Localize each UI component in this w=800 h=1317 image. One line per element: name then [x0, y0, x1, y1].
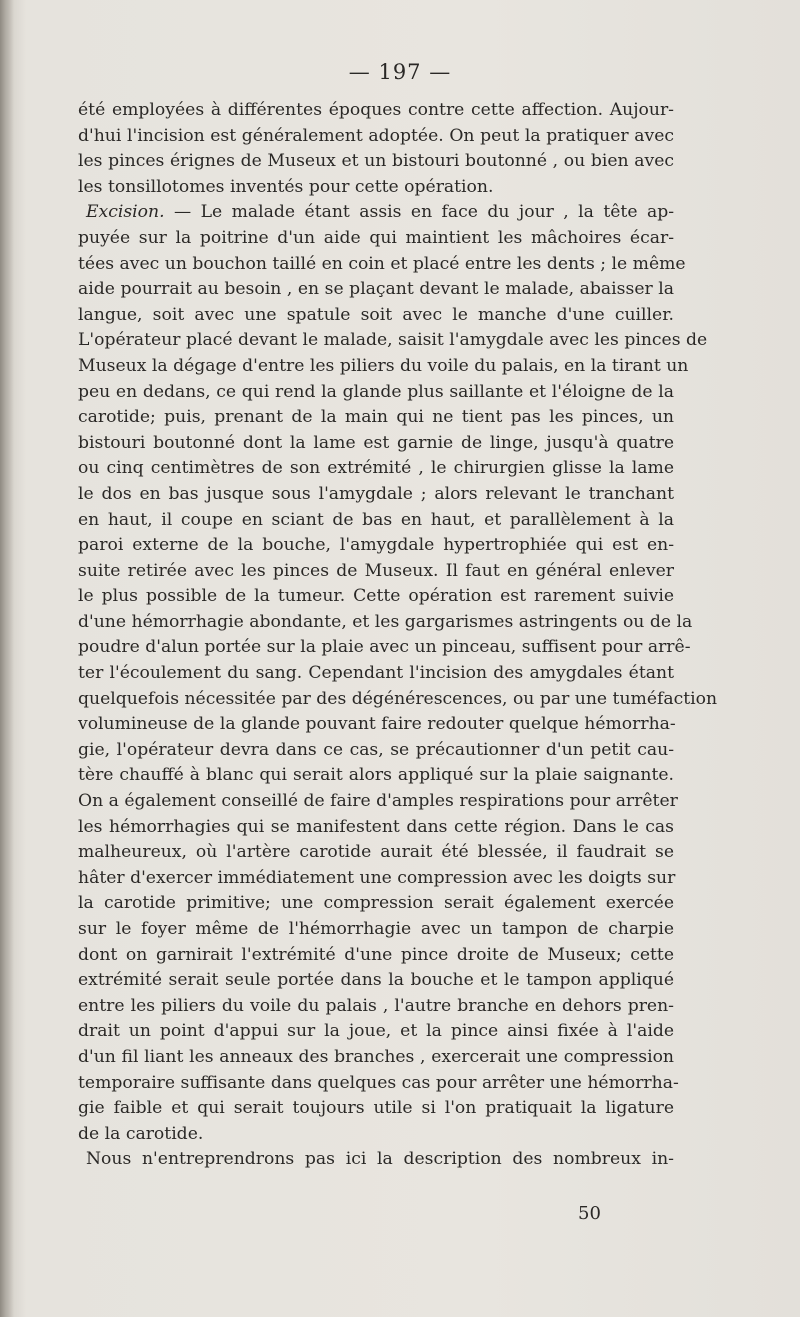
excision-heading: Excision.	[86, 202, 165, 223]
text-line: Nous n'entreprendrons pas ici la description des nombreux in-	[86, 1149, 674, 1170]
text-line: Museux la dégage d'entre les piliers du voile du palais, en la tirant un	[78, 355, 689, 376]
text-line: les tonsillotomes inventés pour cette opération.	[78, 176, 494, 197]
text-line: d'un fil liant les anneaux des branches , exercerait une compression	[78, 1046, 674, 1067]
text-line: quelquefois nécessitée par des dégénérescences, ou par une tuméfaction	[78, 688, 718, 709]
text-line: hâter d'exercer immédiatement une compression avec les doigts sur	[78, 867, 676, 888]
text-line: On a également conseillé de faire d'amples respirations pour arrêter	[78, 791, 678, 812]
body-text	[78, 98, 718, 1173]
text-line: gie faible et qui serait toujours utile si l'on pratiquait la ligature	[78, 1098, 674, 1119]
text-line: malheureux, où l'artère carotide aurait été blessée, il faudrait se	[78, 842, 674, 863]
text-line: le dos en bas jusque sous l'amygdale ; alors relevant le tranchant	[78, 483, 674, 504]
page-number-header: — 197 —	[348, 60, 452, 84]
text-line: d'une hémorrhagie abondante, et les gargarismes astringents ou de la	[78, 611, 693, 632]
text-line: aide pourrait au besoin , en se plaçant devant le malade, abaisser la	[78, 279, 674, 300]
text-line: sur le foyer même de l'hémorrhagie avec un tampon de charpie	[78, 919, 674, 939]
text-line: poudre d'alun portée sur la plaie avec un pinceau, suffisent pour arrê-	[78, 637, 691, 658]
text-line: gie, l'opérateur devra dans ce cas, se précautionner d'un petit cau-	[78, 739, 674, 760]
text-line: carotide; puis, prenant de la main qui ne tient pas les pinces, un	[78, 407, 674, 428]
text-line: suite retirée avec les pinces de Museux. Il faut en général enlever	[78, 560, 674, 581]
text-line: ou cinq centimètres de son extrémité , le chirurgien glisse la lame	[78, 458, 674, 479]
text-line-excision	[78, 200, 674, 226]
text-line: dont on garnirait l'extrémité d'une pince droite de Museux; cette	[78, 944, 674, 965]
text-line: tère chauffé à blanc qui serait alors appliqué sur la plaie saignante.	[78, 765, 674, 786]
text-line: tées avec un bouchon taillé en coin et placé entre les dents ; le même	[78, 253, 686, 274]
text-line: drait un point d'appui sur la joue, et la pince ainsi fixée à l'aide	[78, 1021, 674, 1042]
text-line: les pinces érignes de Museux et un bistouri boutonné , ou bien avec	[78, 151, 674, 172]
text-line: L'opérateur placé devant le malade, saisit l'amygdale avec les pinces de	[78, 330, 708, 351]
text-line: la carotide primitive; une compression serait également exercée	[78, 893, 674, 914]
page-binding-edge	[0, 0, 14, 1317]
text-line: peu en dedans, ce qui rend la glande plus saillante et l'éloigne de la	[78, 381, 674, 402]
text-line: les hémorrhagies qui se manifestent dans cette région. Dans le cas	[78, 816, 674, 837]
text-line: extrémité serait seule portée dans la bouche et le tampon appliqué	[78, 970, 674, 991]
text-line: bistouri boutonné dont la lame est garnie de linge, jusqu'à quatre	[78, 432, 674, 453]
text-line: de la carotide.	[78, 1123, 204, 1144]
text-line: le plus possible de la tumeur. Cette opération est rarement suivie	[78, 586, 674, 607]
text-line: d'hui l'incision est généralement adoptée. On peut la pratiquer avec	[78, 125, 674, 146]
excision-line-text: — Le malade étant assis en face du jour , la tête ap-	[174, 202, 675, 223]
text-line: entre les piliers du voile du palais , l'autre branche en dehors pren-	[78, 995, 674, 1016]
text-line: volumineuse de la glande pouvant faire redouter quelque hémorrha-	[78, 714, 676, 735]
text-line: puyée sur la poitrine d'un aide qui maintient les mâchoires écar-	[78, 227, 674, 248]
text-line: en haut, il coupe en sciant de bas en haut, et parallèlement à la	[78, 509, 674, 530]
text-line: langue, soit avec une spatule soit avec le manche d'une cuiller.	[78, 304, 674, 325]
text-line: ter l'écoulement du sang. Cependant l'incision des amygdales étant	[78, 663, 674, 684]
signature-mark: 50	[578, 1203, 601, 1224]
text-line: temporaire suffisante dans quelques cas pour arrêter une hémorrha-	[78, 1072, 679, 1093]
text-line: été employées à différentes époques contre cette affection. Aujour-	[78, 100, 674, 120]
text-line: paroi externe de la bouche, l'amygdale hypertrophiée qui est en-	[78, 535, 674, 556]
